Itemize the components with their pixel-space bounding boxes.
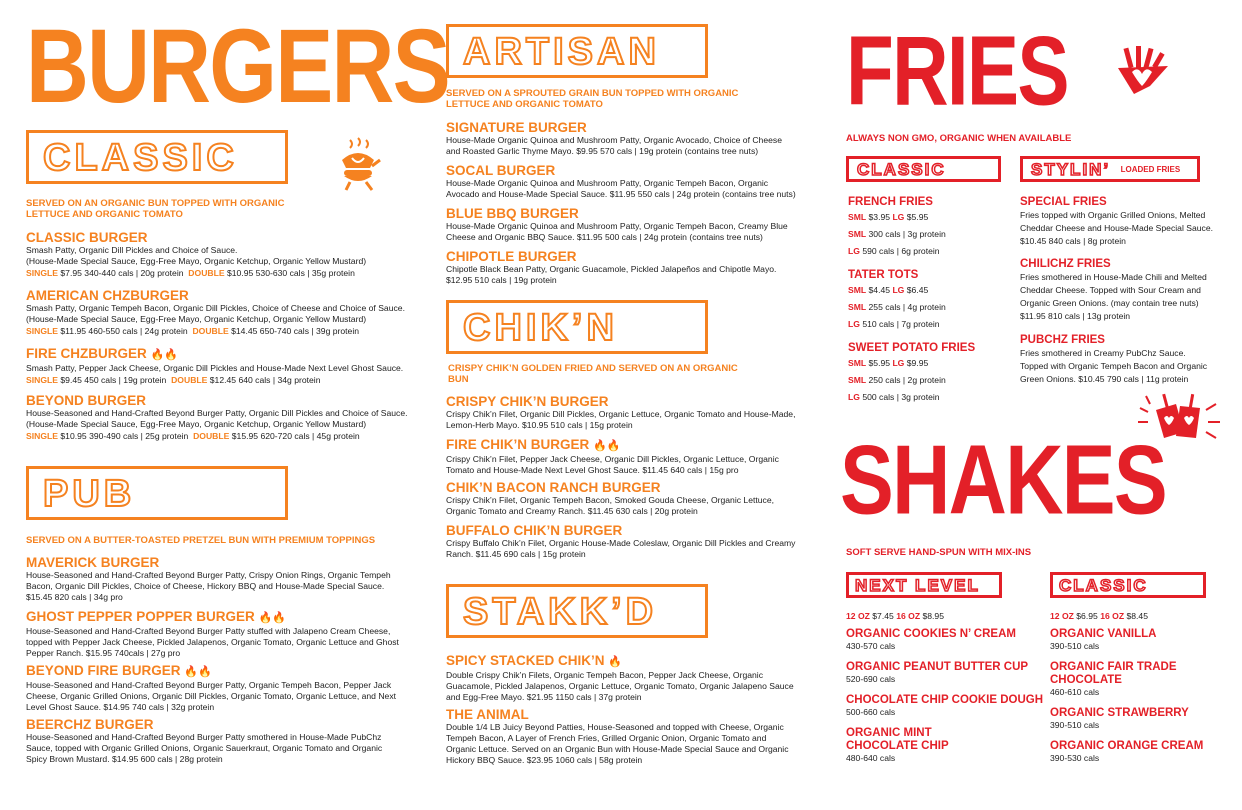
item-name: ORGANIC STRAWBERRY [1050,707,1189,719]
artisan-heading-box [446,24,708,78]
list-item [848,341,1013,406]
price: $11.95 810 cals | 13g protein [1020,311,1131,321]
cal-text: 460-610 cals [1050,687,1100,697]
size-label: 12 OZ [846,611,870,621]
price: $5.95 [868,358,891,368]
item-name: THE ANIMAL [446,707,529,722]
desc-text: House-Seasoned and Hand-Crafted Beyond Burger Patty, Organic Tempeh Bacon, Pepper Jack Cheese, Organic Grilled Onions, Organic Dill Pickles, Organic Tomato, Organic Lettuce, and Next Level Ghost Sauce. [26,680,397,712]
price: $12.45 640 cals | 34g protein [209,375,321,385]
list-item [846,661,1046,694]
item-name: MAVERICK BURGER [26,555,160,570]
price: $15.95 620-720 cals | 45g protein [231,431,360,441]
fries-stylin-items [1020,195,1215,386]
desc-text: House-Seasoned and Hand-Crafted Beyond Burger Patty stuffed with Jalapeno Cream Cheese, topped with Pepper Jack Cheese, Pickled Jalapenos, Organic Tomato, Organic Lettuce and Ghost Pepper Ranch. [26,626,399,658]
item-name: FRENCH FRIES [848,196,933,208]
item-name: BEYOND BURGER [26,393,147,408]
item-name: CHIPOTLE BURGER [446,249,577,264]
price: $11.95 550 cals | 24g protein (contains tree nuts) [609,189,796,199]
stakkd-items [446,653,796,766]
flame-icon: 🔥🔥 [150,349,178,361]
item-name: SWEET POTATO FRIES [848,342,976,354]
item-name: PUBCHZ FRIES [1020,334,1105,346]
flame-icon: 🔥 [608,656,622,668]
fries-stylin-heading-box [1020,156,1200,182]
item-desc-2: (House-Made Special Sauce, Egg-Free Mayo, Organic Ketchup, Organic Yellow Mustard) [26,256,367,266]
list-item [26,717,401,765]
next-level-heading: NEXT LEVEL [855,576,980,595]
cal-text: 510 cals | 7g protein [862,319,940,329]
price: $14.45 650-740 cals | 39g protein [231,326,360,336]
item-desc [446,264,796,286]
item-desc-2: (House-Made Special Sauce, Egg-Free Mayo, Organic Ketchup, Organic Yellow Mustard) [26,419,367,429]
price: $9.95 [906,358,929,368]
fries-stylin-sub: LOADED FRIES [1120,165,1181,174]
item-desc [446,221,796,243]
size-label: DOUBLE [193,431,230,441]
item-desc: Smash Patty, Organic Tempeh Bacon, Organic Dill Pickles, Choice of Cheese and Choice of Sauce. [26,303,405,313]
size-label: SML [848,285,867,295]
list-item [846,628,1046,661]
classic-items [26,230,416,451]
list-item [26,346,416,393]
desc-text: Fries smothered in Creamy PubChz Sauce. Topped with Organic Tempeh Bacon and Organic Green Onions. [1020,348,1208,384]
desc-text: Chipotle Black Bean Patty, Organic Guacamole, Pickled Jalapeños and Chipotle Mayo. [446,264,777,274]
price: $6.95 [1076,611,1098,621]
list-item [26,555,401,609]
artisan-items [446,120,796,286]
item-desc: Fries topped with Organic Grilled Onions, Melted Cheddar Cheese and House-Made Special Sauce. [1020,210,1214,233]
size-label: SML [848,375,867,385]
cal-text: 390-510 cals [1050,641,1100,651]
price: $6.45 [906,285,929,295]
price: $14.95 600 cals | 28g protein [111,754,223,764]
item-desc [26,626,401,659]
price: $10.95 390-490 cals | 25g protein [60,431,189,441]
size-label: LG [848,246,860,256]
fries-classic-heading-box [846,156,1001,182]
item-name: ORGANIC ORANGE CREAM [1050,740,1204,752]
flame-icon: 🔥🔥 [184,666,212,678]
list-item [26,230,416,288]
price: $15.45 820 cals | 34g pro [26,592,123,602]
list-item [26,663,401,717]
cal-text: 520-690 cals [846,674,896,684]
price: $10.45 790 cals | 11g protein [1078,374,1189,384]
list-item [846,727,966,764]
item-name [26,609,401,626]
shakes-title-wrap [840,425,1166,536]
desc-text: House-Made Organic Quinoa and Mushroom Patty, Organic Avocado, Choice of Cheese and Roasted Garlic Thyme Mayo. [446,135,782,156]
item-desc [446,495,806,517]
burgers-title: BURGERS [26,7,449,126]
price-line [26,267,416,279]
item-name-text: BEYOND FIRE BURGER [26,663,181,678]
list-item [26,609,401,663]
price: $3.95 [868,212,891,222]
price: $12.95 510 cals | 19g protein [446,275,557,285]
price: $10.45 840 cals | 8g protein [1020,236,1126,246]
size-label: LG [848,392,860,402]
item-name [446,437,806,454]
list-item [446,120,796,163]
chikn-tagline: CRISPY CHIK’N GOLDEN FRIED AND SERVED ON AN ORGANIC BUN [448,363,738,385]
desc-text: Crispy Chik’n Filet, Organic Dill Pickles, Organic Lettuce, Organic Tomato and House-Made, Lemon-Herb Mayo. [446,409,796,430]
desc-text: House-Made Organic Quinoa and Mushroom Patty, Organic Tempeh Bacon, Organic Avocado and House-Made Special Sauce. [446,178,769,199]
item-name: CHILICHZ FRIES [1020,258,1111,270]
item-name [26,663,401,680]
item-desc [446,722,796,766]
item-name: ORGANIC COOKIES N’ CREAM [846,628,1016,640]
item-desc [26,570,401,603]
price: $14.95 740 cals | 32g protein [103,702,215,712]
list-item [848,195,1013,268]
size-label: SINGLE [26,375,58,385]
cal-text: 390-530 cals [1050,753,1100,763]
item-name: TATER TOTS [848,269,919,281]
price: $8.95 [922,611,944,621]
size-label: LG [892,285,905,295]
list-item [446,163,796,206]
fries-title: FRIES [846,16,1068,126]
cal-text: 430-570 cals [846,641,896,651]
price: $11.45 690 cals | 15g protein [475,549,586,559]
cal-text: 500-660 cals [846,707,896,717]
item-desc [446,538,806,560]
size-label: SML [848,302,867,312]
item-desc-2: (House-Made Special Sauce, Egg-Free Mayo, Organic Ketchup, Organic Yellow Mustard) [26,314,367,324]
price: $11.95 500 cals | 24g protein (contains tree nuts) [576,232,763,242]
pub-heading-box [26,466,288,520]
stakkd-heading: STAKK’D [463,591,658,633]
shakes-classic-items [1050,610,1222,764]
desc-text: Crispy Chik’n Filet, Pepper Jack Cheese, Organic Dill Pickles, Organic Lettuce, Organic Tomato and House-Made Next Level Ghost Sauce. [446,454,779,475]
fries-logo-icon [1112,44,1174,96]
item-name-text: FIRE CHIK’N BURGER [446,437,590,452]
price-line [848,226,1013,243]
item-name: CHOCOLATE CHIP COOKIE DOUGH [846,694,1043,706]
stakkd-heading-box [446,584,708,638]
item-name: AMERICAN CHZBURGER [26,288,189,303]
shakes-classic-heading: CLASSIC [1059,576,1148,595]
size-label: DOUBLE [192,326,229,336]
size-label: DOUBLE [171,375,208,385]
price-line [848,316,1013,333]
item-desc: House-Seasoned and Hand-Crafted Beyond Burger Patty, Organic Dill Pickles and Choice of Sauce. [26,408,408,418]
desc-text: House-Made Organic Quinoa and Mushroom Patty, Organic Tempeh Bacon, Creamy Blue Cheese and Organic BBQ Sauce. [446,221,788,242]
shake-cups-icon [1136,392,1222,454]
size-label: SML [848,229,867,239]
flame-icon: 🔥🔥 [258,612,286,624]
list-item [446,707,796,766]
price-line [848,243,1013,260]
list-item [1020,333,1215,386]
price-line [846,610,1046,622]
cal-text: 500 cals | 3g protein [862,392,940,402]
chikn-items [446,394,806,560]
cal-text: 480-640 cals [846,753,896,763]
classic-heading-box [26,130,288,184]
list-item [1020,257,1215,333]
price: $21.95 1150 cals | 37g protein [526,692,642,702]
item-name: ORGANIC VANILLA [1050,628,1157,640]
price: $7.95 340-440 cals | 20g protein [60,268,184,278]
price: $9.45 450 cals | 19g protein [60,375,167,385]
pub-heading: PUB [43,473,136,515]
item-desc [446,409,806,431]
item-desc [446,670,796,703]
list-item [446,653,796,707]
item-name-text: SPICY STACKED CHIK’N [446,653,605,668]
fries-tagline: ALWAYS NON GMO, ORGANIC WHEN AVAILABLE [846,133,1072,144]
item-name: SPECIAL FRIES [1020,196,1107,208]
item-desc [446,178,796,200]
list-item [446,249,796,286]
item-name [26,346,416,363]
list-item [1020,195,1215,257]
price: $15.95 740cals | 27g pro [85,648,181,658]
price: $4.45 [868,285,891,295]
item-name [446,653,796,670]
list-item [1050,707,1222,740]
pub-items [26,555,401,765]
burger-mascot-icon [332,136,384,192]
size-label: LG [892,358,905,368]
size-label: LG [892,212,905,222]
price: $7.45 [872,611,894,621]
price-line [848,389,1013,406]
price: $9.95 570 cals | 19g protein (contains tree nuts) [576,146,759,156]
list-item [446,206,796,249]
price: $11.95 460-550 cals | 24g protein [60,326,188,336]
item-desc: Smash Patty, Organic Dill Pickles and Choice of Sauce. [26,245,238,255]
cal-text: 590 cals | 6g protein [862,246,940,256]
price: $10.95 510 cals | 15g protein [521,420,633,430]
item-name: SOCAL BURGER [446,163,556,178]
item-desc [26,732,401,765]
price-line [848,282,1013,299]
item-desc [446,454,806,476]
price-line [848,355,1013,372]
item-desc [26,680,401,713]
next-level-heading-box [846,572,1002,598]
price-line [848,299,1013,316]
size-label: 12 OZ [1050,611,1074,621]
artisan-heading: ARTISAN [463,31,660,73]
item-desc: Smash Patty, Pepper Jack Cheese, Organic Dill Pickles and House-Made Next Level Ghost Sauce. [26,363,404,373]
flame-icon: 🔥🔥 [593,440,621,452]
artisan-tagline: SERVED ON A SPROUTED GRAIN BUN TOPPED WITH ORGANIC LETTUCE AND ORGANIC TOMATO [446,88,739,110]
fries-classic-heading: CLASSIC [857,160,946,179]
item-desc [1020,347,1215,386]
shakes-classic-heading-box [1050,572,1206,598]
list-item [446,437,806,480]
item-name: BUFFALO CHIK’N BURGER [446,523,623,538]
item-name: BEERCHZ BURGER [26,717,154,732]
item-name: ORGANIC MINT CHOCOLATE CHIP [846,727,949,752]
list-item [26,393,416,451]
classic-tagline: SERVED ON AN ORGANIC BUN TOPPED WITH ORGANIC LETTUCE AND ORGANIC TOMATO [26,198,285,220]
classic-heading: CLASSIC [43,137,238,179]
price-line [848,372,1013,389]
desc-text: House-Seasoned and Hand-Crafted Beyond Burger Patty, Crispy Onion Rings, Organic Tempeh Bacon, Organic Dill Pickles, Choice of Cheese, Hickory BBQ and House-Made Special Sauce. [26,570,391,591]
list-item [1050,661,1190,707]
item-name: CHIK’N BACON RANCH BURGER [446,480,661,495]
price: $5.95 [906,212,929,222]
size-label: 16 OZ [1100,611,1125,621]
price: $11.45 630 cals | 20g protein [587,506,698,516]
price-line [26,374,416,386]
item-name: CRISPY CHIK’N BURGER [446,394,609,409]
item-name: BLUE BBQ BURGER [446,206,579,221]
list-item [446,523,806,560]
size-label: DOUBLE [188,268,225,278]
list-item [1050,628,1222,661]
fries-stylin-heading: STYLIN’ [1031,160,1111,179]
fries-title-wrap [846,16,1086,126]
size-label: SINGLE [26,431,58,441]
cal-text: 300 cals | 3g protein [868,229,946,239]
burgers-title-wrap [26,7,449,126]
price-line [1050,610,1222,622]
list-item [26,288,416,346]
size-label: 16 OZ [896,611,921,621]
list-item [446,480,806,523]
size-label: SML [848,358,867,368]
desc-text: Crispy Chik’n Filet, Organic Tempeh Bacon, Smoked Gouda Cheese, Organic Lettuce, Organic Tomato and Creamy Ranch. [446,495,774,516]
item-name: SIGNATURE BURGER [446,120,587,135]
item-desc: Fries smothered in House-Made Chili and Melted Cheddar Cheese. Topped with Sour Cream and Organic Green Onions. (may contain tree nuts) [1020,272,1207,308]
item-desc [446,135,796,157]
cal-text: 255 cals | 4g protein [868,302,946,312]
chikn-heading-box [446,300,708,354]
item-name: ORGANIC FAIR TRADE CHOCOLATE [1050,661,1177,686]
list-item [846,694,1046,727]
size-label: SINGLE [26,268,58,278]
cal-text: 250 cals | 2g protein [868,375,946,385]
item-name: ORGANIC PEANUT BUTTER CUP [846,661,1029,673]
desc-text: House-Seasoned and Hand-Crafted Beyond Burger Patty smothered in House-Made PubChz Sauce, topped with Organic Grilled Onions, Organic Sauerkraut, Organic Tomato and Organic Spicy Brown Mustard. [26,732,383,764]
shakes-title: SHAKES [840,425,1166,536]
price: $10.95 530-630 cals | 35g protein [226,268,355,278]
size-label: LG [848,319,860,329]
list-item [1050,740,1222,764]
price: $8.45 [1126,611,1148,621]
desc-text: Double Crispy Chik’n Filets, Organic Tempeh Bacon, Pepper Jack Cheese, Organic Guacamole, Pickled Jalapenos, Organic Lettuce, Organic Tomato, Organic Jalapeno Sauce and Egg-Free Mayo. [446,670,794,702]
price: $23.95 1060 cals | 58g protein [526,755,643,765]
price-line [26,325,416,337]
size-label: SML [848,212,867,222]
size-label: SINGLE [26,326,58,336]
price: $11.45 640 cals | 15g pro [642,465,739,475]
fries-classic-items [848,195,1013,406]
price-line [26,430,416,442]
item-name-text: FIRE CHZBURGER [26,346,147,361]
cal-text: 390-510 cals [1050,720,1100,730]
item-name: CLASSIC BURGER [26,230,148,245]
next-level-items [846,610,1046,764]
desc-text: Crispy Buffalo Chik’n Filet, Organic House-Made Coleslaw, Organic Dill Pickles and Creamy Ranch. [446,538,796,559]
list-item [446,394,806,437]
pub-tagline: SERVED ON A BUTTER-TOASTED PRETZEL BUN WITH PREMIUM TOPPINGS [26,535,376,546]
price-line [848,209,1013,226]
item-name-text: GHOST PEPPER POPPER BURGER [26,609,255,624]
shakes-tagline: SOFT SERVE HAND-SPUN WITH MIX-INS [846,547,1032,558]
desc-text: Double 1/4 LB Juicy Beyond Patties, House-Seasoned and topped with Cheese, Organic Tempeh Bacon, A Layer of French Fries, Grilled Organic Onion, Organic Tomato and Organic Lettuce. Served on an Organic Bun with House-Made Special Sauce and Organic Hickory BBQ Sauce. [446,722,789,765]
chikn-heading: CHIK’N [463,307,618,349]
list-item [848,268,1013,341]
